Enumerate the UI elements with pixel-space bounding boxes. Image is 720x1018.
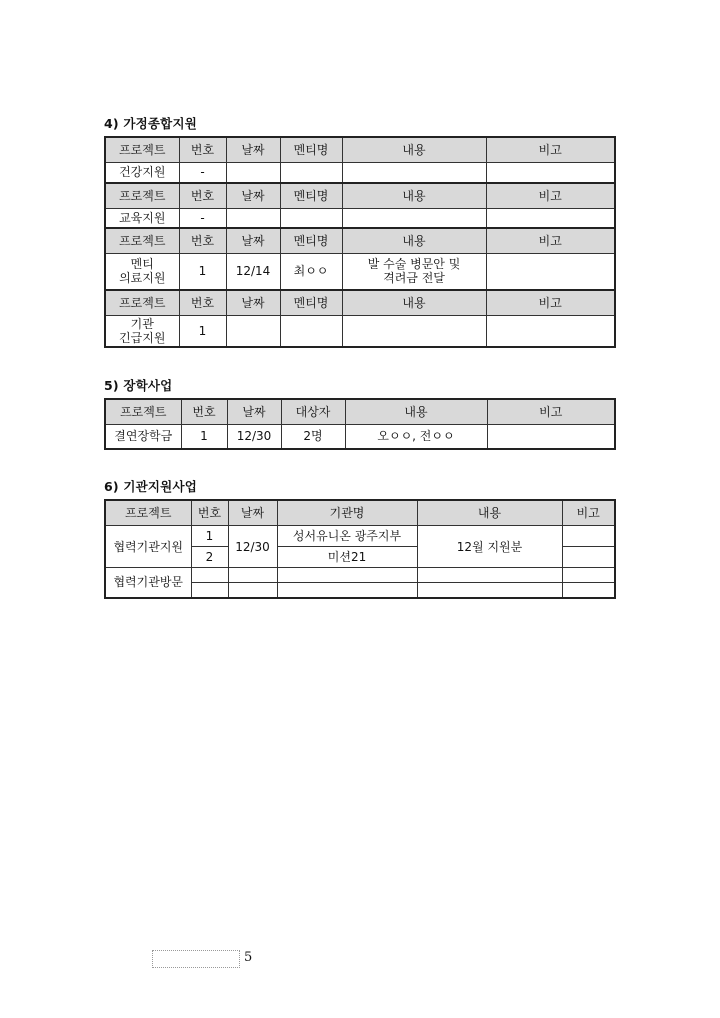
header-cell: 멘티명 [280,228,342,254]
content-cell [342,254,486,290]
note-cell [486,163,615,183]
header-cell: 내용 [345,399,487,425]
note-cell [486,208,615,228]
header-cell: 비고 [562,500,615,526]
header-cell: 내용 [417,500,562,526]
section-5-table [104,398,616,450]
project-line: 기관 [130,316,154,331]
date-cell: 12/14 [226,254,280,290]
section-5-title: 5) 장학사업 [104,378,173,393]
content-cell [342,163,486,183]
header-cell: 멘티명 [280,290,342,316]
content-line: 격려금 전달 [383,271,445,286]
note-cell [486,254,615,290]
note-cell [562,526,615,547]
number-cell: - [179,208,226,228]
header-cell: 프로젝트 [105,137,179,163]
content-cell [342,315,486,347]
org-cell [277,583,417,598]
header-cell: 날짜 [226,183,280,209]
page-number: 5 [244,950,253,965]
number-cell [191,583,228,598]
header-cell: 내용 [342,137,486,163]
table-row [105,526,615,547]
header-cell: 번호 [191,500,228,526]
date-cell [226,163,280,183]
target-cell: 2명 [281,425,345,449]
number-cell: 1 [181,425,227,449]
footer-box [152,950,240,968]
table-row [105,568,615,583]
date-cell: 12/30 [227,425,281,449]
project-cell [105,254,179,290]
org-cell: 성서유니온 광주지부 [277,526,417,547]
header-cell: 비고 [487,399,615,425]
note-cell [562,547,615,568]
note-cell [562,583,615,598]
date-cell [226,315,280,347]
header-cell: 내용 [342,183,486,209]
header-cell: 번호 [179,290,226,316]
header-cell: 내용 [342,290,486,316]
section-4-title: 4) 가정종합지원 [104,116,198,131]
header-cell: 번호 [179,137,226,163]
org-cell [277,568,417,583]
table-row [105,425,615,449]
header-cell: 날짜 [228,500,277,526]
header-cell: 비고 [486,183,615,209]
section-6-title: 6) 기관지원사업 [104,479,198,494]
header-cell: 비고 [486,228,615,254]
note-cell [486,315,615,347]
date-cell [228,568,277,583]
org-cell: 미션21 [277,547,417,568]
header-cell: 내용 [342,228,486,254]
header-cell: 날짜 [226,137,280,163]
number-cell: 2 [191,547,228,568]
header-cell: 프로젝트 [105,290,179,316]
header-cell: 번호 [181,399,227,425]
number-cell: 1 [179,315,226,347]
header-row [105,137,615,163]
header-row [105,399,615,425]
project-cell: 협력기관방문 [105,568,191,598]
content-cell [417,583,562,598]
header-cell: 프로젝트 [105,500,191,526]
table-row [105,315,615,347]
header-cell: 비고 [486,290,615,316]
header-cell: 날짜 [226,290,280,316]
project-cell: 협력기관지원 [105,526,191,568]
project-cell: 교육지원 [105,208,179,228]
header-cell: 날짜 [226,228,280,254]
header-cell: 날짜 [227,399,281,425]
number-cell: - [179,163,226,183]
header-cell: 비고 [486,137,615,163]
section-4-table [104,136,616,348]
header-cell: 멘티명 [280,183,342,209]
header-cell: 번호 [179,228,226,254]
header-row [105,500,615,526]
project-cell: 건강지원 [105,163,179,183]
header-row [105,228,615,254]
header-cell: 기관명 [277,500,417,526]
header-cell: 프로젝트 [105,183,179,209]
content-cell: 12월 지원분 [417,526,562,568]
content-cell: 오ㅇㅇ, 전ㅇㅇ [345,425,487,449]
number-cell: 1 [179,254,226,290]
number-cell: 1 [191,526,228,547]
header-cell: 프로젝트 [105,399,181,425]
date-cell [228,583,277,598]
note-cell [562,568,615,583]
note-cell [487,425,615,449]
content-cell [342,208,486,228]
table-row [105,254,615,290]
date-cell: 12/30 [228,526,277,568]
project-cell [105,315,179,347]
header-cell: 멘티명 [280,137,342,163]
table-row [105,163,615,183]
project-line: 긴급지원 [119,330,166,345]
mentee-cell: 최ㅇㅇ [280,254,342,290]
mentee-cell [280,208,342,228]
mentee-cell [280,163,342,183]
number-cell [191,568,228,583]
table-row [105,208,615,228]
content-line: 발 수술 병문안 및 [367,257,461,272]
project-line: 멘티 [130,257,154,272]
section-6-table [104,499,616,599]
header-cell: 번호 [179,183,226,209]
project-cell: 결연장학금 [105,425,181,449]
date-cell [226,208,280,228]
project-line: 의료지원 [119,271,166,286]
header-row [105,183,615,209]
mentee-cell [280,315,342,347]
header-cell: 대상자 [281,399,345,425]
header-cell: 프로젝트 [105,228,179,254]
content-cell [417,568,562,583]
header-row [105,290,615,316]
